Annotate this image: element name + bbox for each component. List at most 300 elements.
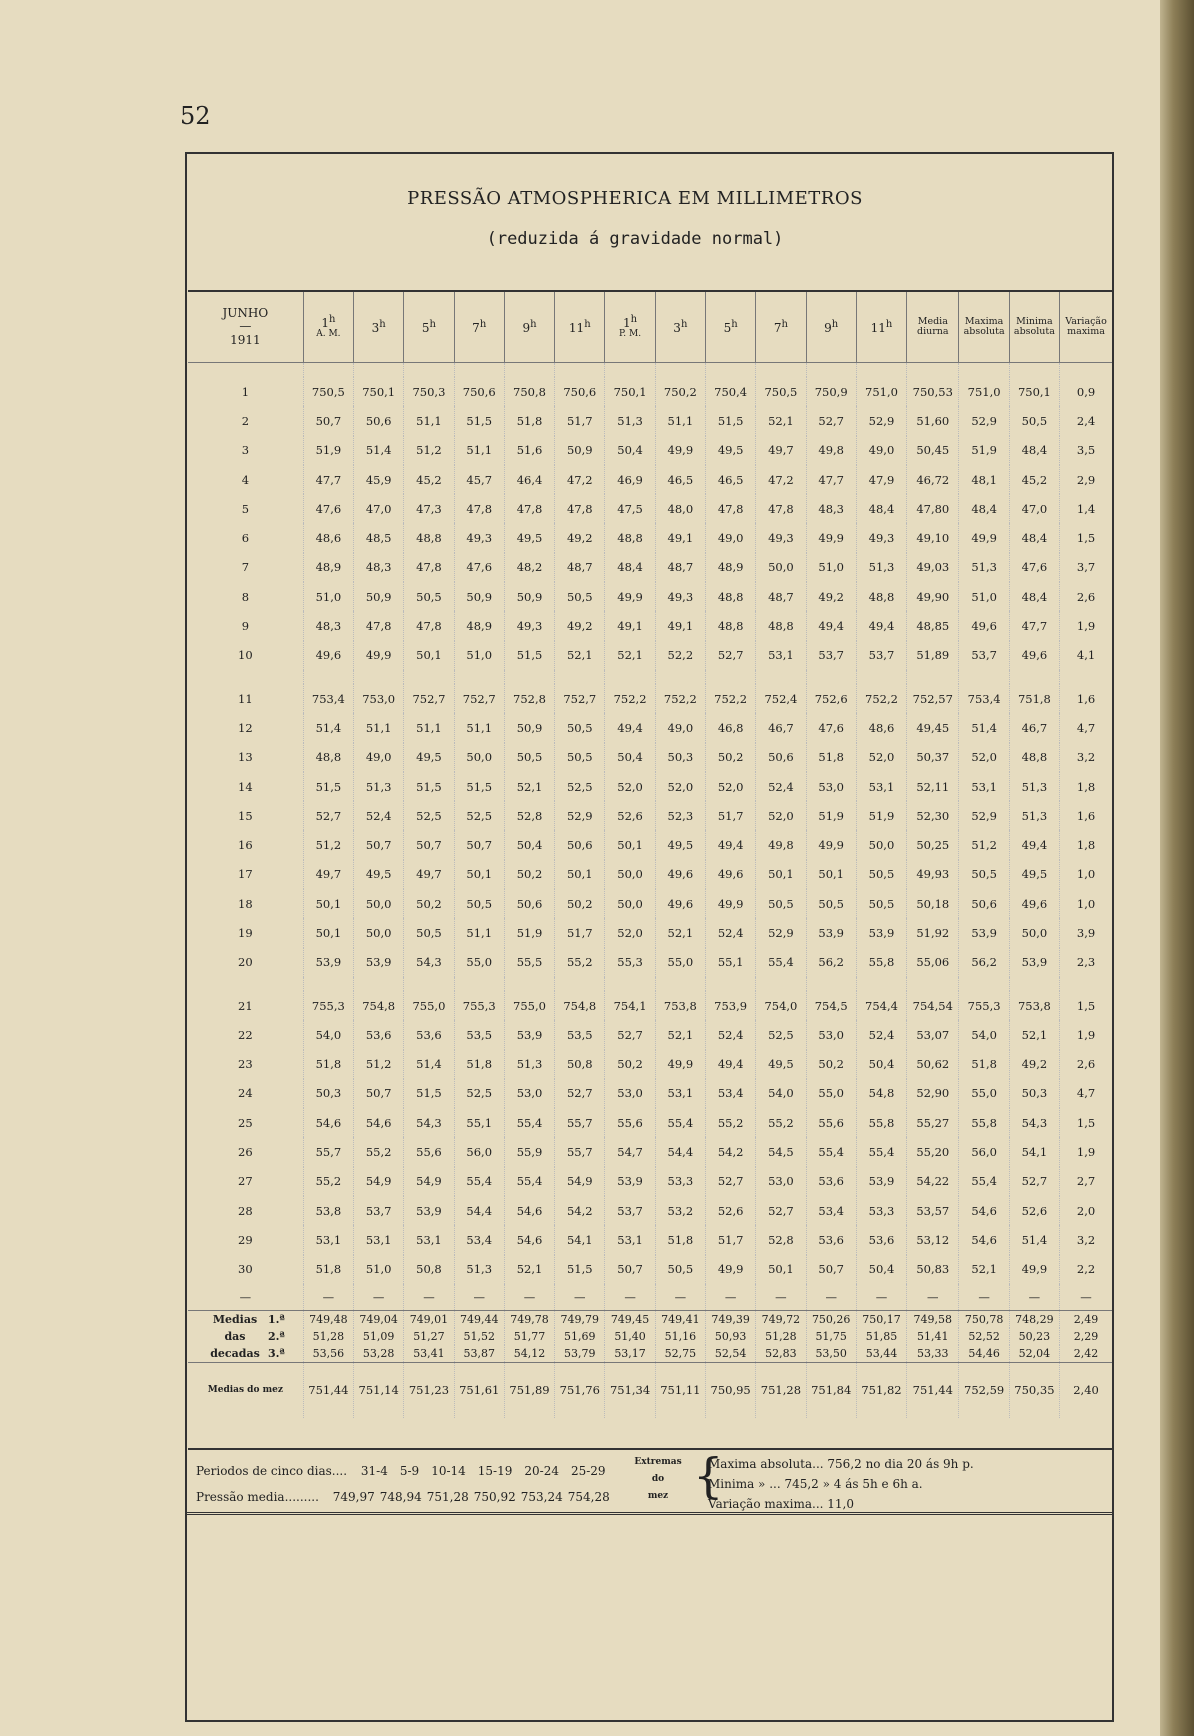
table-cell: 1,9 bbox=[1060, 1020, 1112, 1049]
table-cell: 53,9 bbox=[806, 918, 856, 947]
month-label: JUNHO bbox=[222, 306, 269, 321]
table-cell: 48,4 bbox=[1009, 436, 1059, 465]
table-cell: 750,5 bbox=[756, 377, 806, 406]
table-cell: 1,8 bbox=[1060, 830, 1112, 859]
table-cell: 754,8 bbox=[555, 991, 605, 1020]
month-header bbox=[188, 291, 303, 363]
table-cell: 3,7 bbox=[1060, 553, 1112, 582]
hour-header bbox=[504, 291, 554, 363]
table-cell bbox=[303, 670, 353, 684]
table-cell: 50,1 bbox=[806, 860, 856, 889]
table-cell: — bbox=[1060, 1284, 1112, 1311]
table-cell: 749,04 bbox=[354, 1310, 404, 1328]
table-cell: 750,35 bbox=[1009, 1362, 1059, 1418]
table-cell: 53,5 bbox=[454, 1020, 504, 1049]
table-cell: 54,5 bbox=[756, 1137, 806, 1166]
table-cell: 753,9 bbox=[705, 991, 755, 1020]
table-cell: 49,03 bbox=[907, 553, 959, 582]
table-cell: 51,2 bbox=[959, 830, 1009, 859]
table-cell: 55,27 bbox=[907, 1108, 959, 1137]
table-row bbox=[188, 494, 1112, 523]
table-cell: 51,1 bbox=[404, 713, 454, 742]
table-cell: 51,1 bbox=[454, 918, 504, 947]
table-cell: 47,8 bbox=[555, 494, 605, 523]
table-cell: 51,5 bbox=[454, 406, 504, 435]
table-cell: 2,4 bbox=[1060, 406, 1112, 435]
table-cell: 52,0 bbox=[705, 772, 755, 801]
table-cell: 51,0 bbox=[806, 553, 856, 582]
table-cell bbox=[655, 670, 705, 684]
table-cell: 50,9 bbox=[454, 582, 504, 611]
row-label: 15 bbox=[238, 808, 253, 823]
table-cell: 51,2 bbox=[303, 830, 353, 859]
table-cell: 45,2 bbox=[404, 465, 454, 494]
table-cell: 48,4 bbox=[1009, 523, 1059, 552]
table-cell: 4,1 bbox=[1060, 641, 1112, 670]
spacer-row bbox=[188, 977, 1112, 991]
decade-mean-label: Medias bbox=[212, 1312, 258, 1326]
table-cell: 56,0 bbox=[454, 1137, 504, 1166]
table-cell: 52,0 bbox=[756, 801, 806, 830]
table-cell: 50,2 bbox=[705, 743, 755, 772]
table-cell: 48,1 bbox=[959, 465, 1009, 494]
table-cell bbox=[806, 363, 856, 378]
table-cell: 48,6 bbox=[856, 713, 906, 742]
table-cell: 53,8 bbox=[303, 1196, 353, 1225]
table-row bbox=[188, 1079, 1112, 1108]
table-cell: 50,5 bbox=[504, 743, 554, 772]
table-cell: 49,5 bbox=[504, 523, 554, 552]
table-cell: 1,4 bbox=[1060, 494, 1112, 523]
mean-pressure-row bbox=[196, 1490, 625, 1504]
table-cell: 53,7 bbox=[806, 641, 856, 670]
table-cell: 50,93 bbox=[705, 1328, 755, 1345]
table-cell bbox=[454, 670, 504, 684]
table-cell: 53,0 bbox=[806, 772, 856, 801]
table-cell: 55,3 bbox=[605, 948, 655, 977]
hour-suffix: h bbox=[680, 318, 688, 330]
table-cell: 49,6 bbox=[655, 889, 705, 918]
table-cell: 51,0 bbox=[454, 641, 504, 670]
table-cell: 49,9 bbox=[959, 523, 1009, 552]
table-cell: 752,7 bbox=[555, 684, 605, 713]
table-row bbox=[188, 948, 1112, 977]
table-cell: 51,1 bbox=[354, 713, 404, 742]
table-row bbox=[188, 743, 1112, 772]
table-cell bbox=[404, 670, 454, 684]
table-cell: 49,5 bbox=[404, 743, 454, 772]
table-cell: 53,50 bbox=[806, 1345, 856, 1363]
table-cell bbox=[1060, 977, 1112, 991]
table-cell: 749,79 bbox=[555, 1310, 605, 1328]
hour-suffix: h bbox=[328, 313, 336, 325]
table-cell: 3,2 bbox=[1060, 1225, 1112, 1254]
row-label: 4 bbox=[241, 472, 250, 487]
table-cell: 49,4 bbox=[1009, 830, 1059, 859]
table-cell: 50,1 bbox=[303, 889, 353, 918]
table-cell: 750,8 bbox=[504, 377, 554, 406]
table-cell: 49,5 bbox=[1009, 860, 1059, 889]
table-cell: 49,1 bbox=[655, 611, 705, 640]
table-cell: 53,7 bbox=[959, 641, 1009, 670]
table-cell: 49,2 bbox=[806, 582, 856, 611]
table-cell: 50,1 bbox=[303, 918, 353, 947]
table-row bbox=[188, 1167, 1112, 1196]
table-cell bbox=[454, 977, 504, 991]
table-cell bbox=[705, 363, 755, 378]
page-title: PRESSÃO ATMOSPHERICA EM MILLIMETROS bbox=[407, 188, 863, 209]
extreme-min-line: Minima » ... 745,2 » 4 ás 5h e 6h a. bbox=[708, 1477, 923, 1491]
table-cell: 50,5 bbox=[404, 582, 454, 611]
table-cell: 48,4 bbox=[959, 494, 1009, 523]
hour-header bbox=[404, 291, 454, 363]
table-cell: 51,5 bbox=[454, 772, 504, 801]
table-cell: 49,3 bbox=[454, 523, 504, 552]
table-cell: 2,49 bbox=[1060, 1310, 1112, 1328]
table-cell bbox=[806, 977, 856, 991]
table-cell: 55,4 bbox=[504, 1108, 554, 1137]
period-value: 15-19 bbox=[477, 1464, 513, 1478]
table-cell: 51,5 bbox=[303, 772, 353, 801]
table-cell: 54,6 bbox=[959, 1225, 1009, 1254]
table-cell: 50,4 bbox=[605, 743, 655, 772]
table-cell: 48,9 bbox=[705, 553, 755, 582]
table-cell: 753,4 bbox=[303, 684, 353, 713]
table-cell: 54,2 bbox=[705, 1137, 755, 1166]
table-cell: 51,5 bbox=[404, 772, 454, 801]
table-cell: 53,1 bbox=[856, 772, 906, 801]
table-cell: 55,4 bbox=[454, 1167, 504, 1196]
mean-pressure-value: 749,97 bbox=[332, 1490, 375, 1504]
row-label bbox=[188, 670, 303, 684]
table-cell: 45,7 bbox=[454, 465, 504, 494]
table-cell: 53,9 bbox=[856, 1167, 906, 1196]
table-cell: — bbox=[907, 1284, 959, 1311]
table-row bbox=[188, 991, 1112, 1020]
table-cell: 50,2 bbox=[555, 889, 605, 918]
table-cell bbox=[504, 670, 554, 684]
table-cell: 51,89 bbox=[907, 641, 959, 670]
table-cell: 48,3 bbox=[303, 611, 353, 640]
table-cell: — bbox=[959, 1284, 1009, 1311]
table-cell: 753,8 bbox=[1009, 991, 1059, 1020]
table-cell: 48,2 bbox=[504, 553, 554, 582]
table-cell: 53,2 bbox=[655, 1196, 705, 1225]
decade-number: 1.ª bbox=[268, 1312, 285, 1326]
table-cell: 48,8 bbox=[856, 582, 906, 611]
table-cell: 49,4 bbox=[856, 611, 906, 640]
table-cell: 52,1 bbox=[504, 1255, 554, 1284]
table-cell: 47,6 bbox=[303, 494, 353, 523]
table-cell: 749,44 bbox=[454, 1310, 504, 1328]
table-cell: 55,8 bbox=[856, 1108, 906, 1137]
table-cell: 50,5 bbox=[1009, 406, 1059, 435]
table-cell bbox=[756, 363, 806, 378]
table-cell: 50,5 bbox=[454, 889, 504, 918]
row-label: 21 bbox=[238, 998, 253, 1013]
table-cell bbox=[605, 977, 655, 991]
table-cell: 48,8 bbox=[705, 582, 755, 611]
table-cell: 4,7 bbox=[1060, 713, 1112, 742]
row-label: 24 bbox=[238, 1086, 253, 1101]
table-cell: 752,8 bbox=[504, 684, 554, 713]
table-cell: 748,29 bbox=[1009, 1310, 1059, 1328]
table-cell: 53,5 bbox=[555, 1020, 605, 1049]
table-cell bbox=[1060, 363, 1112, 378]
table-cell: 49,0 bbox=[705, 523, 755, 552]
table-cell: 49,1 bbox=[655, 523, 705, 552]
table-cell: 51,7 bbox=[705, 1225, 755, 1254]
table-cell: 52,4 bbox=[354, 801, 404, 830]
table-cell: 53,3 bbox=[655, 1167, 705, 1196]
periods-values bbox=[361, 1464, 618, 1478]
table-cell: 52,3 bbox=[655, 801, 705, 830]
table-cell: 749,41 bbox=[655, 1310, 705, 1328]
table-cell: 751,76 bbox=[555, 1362, 605, 1418]
table-cell: 750,53 bbox=[907, 377, 959, 406]
period-value: 10-14 bbox=[431, 1464, 466, 1478]
table-cell: 752,57 bbox=[907, 684, 959, 713]
table-cell: 52,9 bbox=[555, 801, 605, 830]
table-cell: 53,6 bbox=[806, 1225, 856, 1254]
table-cell: 54,6 bbox=[959, 1196, 1009, 1225]
table-cell: 51,3 bbox=[959, 553, 1009, 582]
table-cell: 54,8 bbox=[856, 1079, 906, 1108]
hour-label: 11 bbox=[568, 320, 585, 335]
table-cell: 47,7 bbox=[303, 465, 353, 494]
table-cell: 755,3 bbox=[303, 991, 353, 1020]
table-cell: 46,8 bbox=[705, 713, 755, 742]
table-cell bbox=[655, 363, 705, 378]
table-cell: 50,0 bbox=[856, 830, 906, 859]
table-cell: — bbox=[806, 1284, 856, 1311]
table-cell: 55,7 bbox=[555, 1108, 605, 1137]
table-cell bbox=[605, 670, 655, 684]
table-cell: 1,5 bbox=[1060, 1108, 1112, 1137]
table-cell: 50,5 bbox=[856, 889, 906, 918]
table-cell: 52,5 bbox=[404, 801, 454, 830]
table-cell bbox=[555, 977, 605, 991]
table-row bbox=[188, 830, 1112, 859]
pressure-table bbox=[188, 290, 1112, 1418]
table-cell: 2,9 bbox=[1060, 465, 1112, 494]
row-label: 29 bbox=[238, 1232, 253, 1247]
table-cell: 54,9 bbox=[354, 1167, 404, 1196]
table-cell: 52,5 bbox=[756, 1020, 806, 1049]
table-cell: 53,9 bbox=[303, 948, 353, 977]
table-row bbox=[188, 523, 1112, 552]
table-cell: 52,7 bbox=[705, 641, 755, 670]
table-cell: 55,4 bbox=[959, 1167, 1009, 1196]
mean-pressure-value: 750,92 bbox=[473, 1490, 516, 1504]
table-cell: — bbox=[655, 1284, 705, 1311]
page-number: 52 bbox=[180, 102, 211, 130]
table-cell: 50,4 bbox=[856, 1255, 906, 1284]
table-cell: 55,0 bbox=[806, 1079, 856, 1108]
table-cell: 47,2 bbox=[756, 465, 806, 494]
table-cell: 50,1 bbox=[756, 860, 806, 889]
table-cell: 49,9 bbox=[1009, 1255, 1059, 1284]
table-body bbox=[188, 363, 1112, 1418]
table-cell: 53,56 bbox=[303, 1345, 353, 1363]
table-cell: 50,8 bbox=[555, 1050, 605, 1079]
table-cell: 52,5 bbox=[555, 772, 605, 801]
table-cell: 50,1 bbox=[555, 860, 605, 889]
table-cell: 50,7 bbox=[605, 1255, 655, 1284]
table-cell: 47,7 bbox=[1009, 611, 1059, 640]
table-cell: 48,5 bbox=[354, 523, 404, 552]
decade-mean-row bbox=[188, 1310, 1112, 1328]
table-cell: 49,93 bbox=[907, 860, 959, 889]
table-row bbox=[188, 860, 1112, 889]
table-cell: 49,45 bbox=[907, 713, 959, 742]
decade-mean-label: decadas bbox=[210, 1346, 260, 1360]
table-cell: 46,9 bbox=[605, 465, 655, 494]
table-cell: 52,1 bbox=[605, 641, 655, 670]
table-cell: 49,9 bbox=[655, 436, 705, 465]
row-label: 20 bbox=[238, 955, 253, 970]
table-cell: 750,1 bbox=[354, 377, 404, 406]
table-row bbox=[188, 1225, 1112, 1254]
table-cell: 53,41 bbox=[404, 1345, 454, 1363]
table-cell: 55,06 bbox=[907, 948, 959, 977]
hour-label: 9 bbox=[522, 320, 531, 335]
table-cell: 54,6 bbox=[354, 1108, 404, 1137]
spacer-row bbox=[188, 670, 1112, 684]
table-cell: 752,6 bbox=[806, 684, 856, 713]
table-cell: — bbox=[303, 1284, 353, 1311]
row-label: 19 bbox=[238, 925, 253, 940]
table-cell bbox=[303, 363, 353, 378]
variacao-header: Variação maxima bbox=[1060, 291, 1112, 363]
table-cell: 52,7 bbox=[756, 1196, 806, 1225]
table-cell: 754,0 bbox=[756, 991, 806, 1020]
table-cell: 51,28 bbox=[756, 1328, 806, 1345]
table-cell: 52,75 bbox=[655, 1345, 705, 1363]
hour-label: 11 bbox=[870, 320, 886, 335]
table-cell: 47,5 bbox=[605, 494, 655, 523]
table-row bbox=[188, 918, 1112, 947]
table-cell: 56,2 bbox=[806, 948, 856, 977]
table-cell: 1,9 bbox=[1060, 611, 1112, 640]
table-cell: 51,4 bbox=[1009, 1225, 1059, 1254]
table-cell: 51,5 bbox=[404, 1079, 454, 1108]
table-cell: 2,6 bbox=[1060, 1050, 1112, 1079]
table-cell: 2,40 bbox=[1060, 1362, 1112, 1418]
table-cell: 52,9 bbox=[959, 406, 1009, 435]
table-cell: 751,82 bbox=[856, 1362, 906, 1418]
table-cell: 51,28 bbox=[303, 1328, 353, 1345]
row-label: 17 bbox=[238, 867, 253, 882]
table-cell: 49,5 bbox=[655, 830, 705, 859]
table-cell: 47,6 bbox=[1009, 553, 1059, 582]
hour-suffix: h bbox=[781, 318, 788, 330]
table-cell: 51,1 bbox=[404, 406, 454, 435]
table-row bbox=[188, 1050, 1112, 1079]
table-cell: 754,5 bbox=[806, 991, 856, 1020]
table-cell: 49,2 bbox=[555, 523, 605, 552]
row-label: 26 bbox=[238, 1145, 253, 1160]
table-cell: 51,8 bbox=[504, 406, 554, 435]
table-cell bbox=[354, 363, 404, 378]
table-cell: 751,61 bbox=[454, 1362, 504, 1418]
table-cell: 751,28 bbox=[756, 1362, 806, 1418]
row-label: 7 bbox=[241, 560, 250, 575]
table-cell: 751,8 bbox=[1009, 684, 1059, 713]
table-cell: 55,2 bbox=[354, 1137, 404, 1166]
table-cell: 48,7 bbox=[555, 553, 605, 582]
table-cell: 752,2 bbox=[605, 684, 655, 713]
table-cell bbox=[856, 977, 906, 991]
table-row bbox=[188, 377, 1112, 406]
table-cell: 1,5 bbox=[1060, 523, 1112, 552]
table-cell: 54,0 bbox=[756, 1079, 806, 1108]
table-cell: 51,41 bbox=[907, 1328, 959, 1345]
table-cell bbox=[655, 977, 705, 991]
table-cell: 53,44 bbox=[856, 1345, 906, 1363]
table-cell: 55,1 bbox=[705, 948, 755, 977]
table-cell: 52,54 bbox=[705, 1345, 755, 1363]
table-cell: 52,7 bbox=[605, 1020, 655, 1049]
table-cell: 51,8 bbox=[303, 1050, 353, 1079]
table-cell: 48,0 bbox=[655, 494, 705, 523]
table-cell: 50,0 bbox=[756, 553, 806, 582]
table-cell: 51,92 bbox=[907, 918, 959, 947]
table-cell: 750,5 bbox=[303, 377, 353, 406]
table-cell: 53,1 bbox=[756, 641, 806, 670]
table-cell: 54,6 bbox=[303, 1108, 353, 1137]
table-cell: 53,7 bbox=[856, 641, 906, 670]
table-cell: 51,9 bbox=[504, 918, 554, 947]
extremes-word: mez bbox=[647, 1491, 669, 1501]
table-cell: 1,0 bbox=[1060, 889, 1112, 918]
table-cell: 52,7 bbox=[1009, 1167, 1059, 1196]
table-cell: 51,4 bbox=[404, 1050, 454, 1079]
table-cell: 749,78 bbox=[504, 1310, 554, 1328]
table-cell: — bbox=[856, 1284, 906, 1311]
table-cell bbox=[959, 363, 1009, 378]
table-cell bbox=[756, 670, 806, 684]
table-cell: 52,5 bbox=[454, 1079, 504, 1108]
table-cell: 53,9 bbox=[404, 1196, 454, 1225]
table-cell: — bbox=[756, 1284, 806, 1311]
table-cell bbox=[354, 977, 404, 991]
table-cell: 750,78 bbox=[959, 1310, 1009, 1328]
table-cell: 47,6 bbox=[806, 713, 856, 742]
table-cell: 46,7 bbox=[1009, 713, 1059, 742]
table-cell: 51,1 bbox=[454, 436, 504, 465]
frame-bottom-rule bbox=[185, 1512, 1114, 1521]
table-cell: 50,7 bbox=[806, 1255, 856, 1284]
table-cell: 754,1 bbox=[605, 991, 655, 1020]
pm-label: P. M. bbox=[619, 329, 642, 340]
table-cell: 1,9 bbox=[1060, 1137, 1112, 1166]
row-label: 23 bbox=[238, 1057, 253, 1072]
table-cell: 53,9 bbox=[959, 918, 1009, 947]
table-cell: 56,2 bbox=[959, 948, 1009, 977]
table-row bbox=[188, 889, 1112, 918]
table-cell: 52,1 bbox=[555, 641, 605, 670]
table-cell: 49,3 bbox=[504, 611, 554, 640]
table-row bbox=[188, 684, 1112, 713]
table-cell: 49,9 bbox=[705, 889, 755, 918]
table-cell: 52,8 bbox=[504, 801, 554, 830]
table-cell: 50,2 bbox=[404, 889, 454, 918]
table-cell: 50,5 bbox=[806, 889, 856, 918]
table-cell: 752,7 bbox=[454, 684, 504, 713]
table-row bbox=[188, 1108, 1112, 1137]
table-cell: 752,2 bbox=[655, 684, 705, 713]
